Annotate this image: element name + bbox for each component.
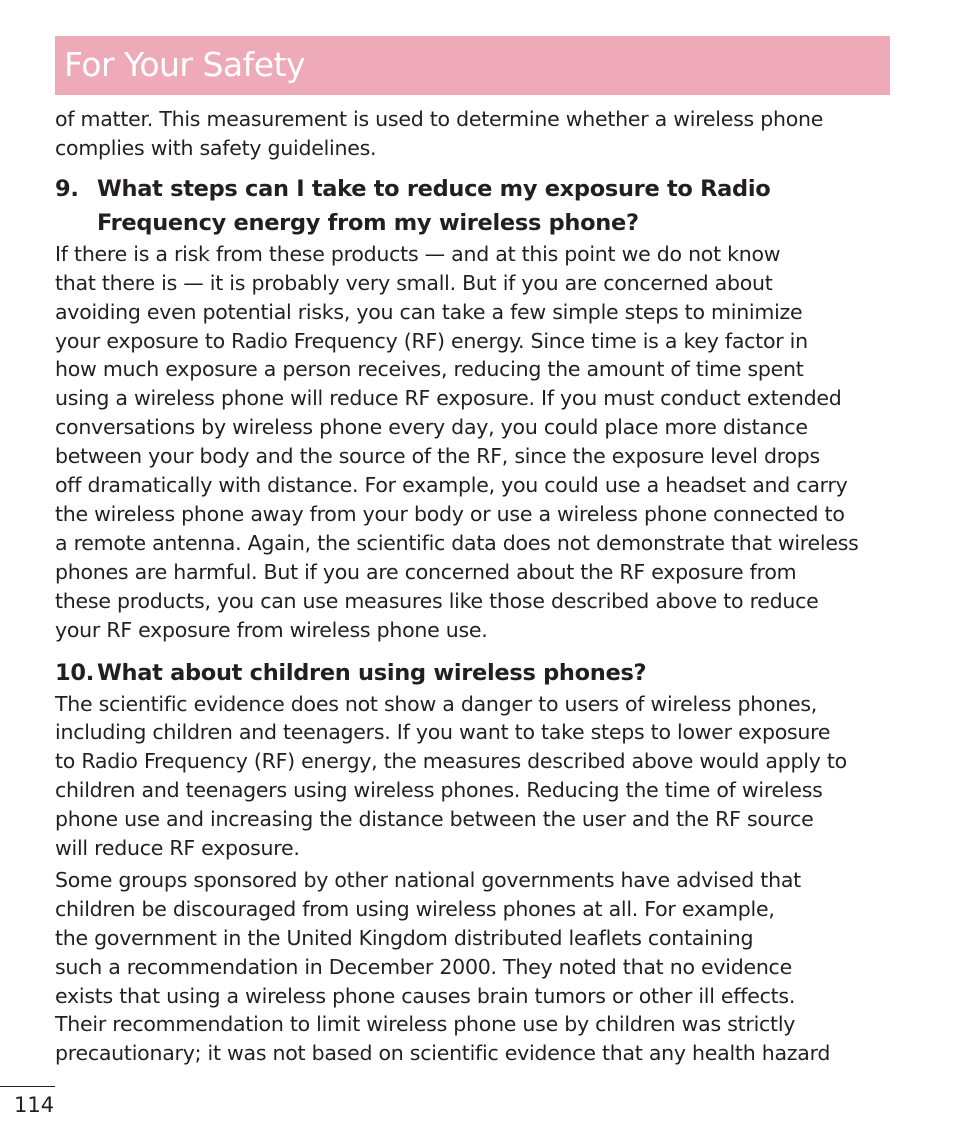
text-line: phone use and increasing the distance between the user and the RF source [55, 807, 814, 832]
heading-line: What steps can I take to reduce my exposure to Radio [97, 175, 771, 202]
text-line: of matter. This measurement is used to determine whether a wireless phone [55, 107, 824, 131]
text-line: the government in the United Kingdom distributed leaflets containing [55, 925, 754, 950]
text-line: the wireless phone away from your body or use a wireless phone connected to [55, 501, 845, 526]
section-9-heading [55, 172, 895, 240]
page-header-band [55, 36, 890, 95]
section-10-paragraph-2 [55, 866, 895, 1068]
text-line: avoiding even potential risks, you can take a few simple steps to minimize [55, 299, 803, 324]
section-10-heading [55, 656, 895, 690]
text-line: conversations by wireless phone every day, you could place more distance [55, 415, 808, 440]
text-line: off dramatically with distance. For example, you could use a headset and carry [55, 473, 848, 498]
text-line: Their recommendation to limit wireless phone use by children was strictly [55, 1012, 796, 1037]
page-content [55, 105, 895, 1068]
page-number: 114 [14, 1093, 55, 1117]
text-line: precautionary; it was not based on scientific evidence that any health hazard [55, 1041, 831, 1066]
section-title [97, 172, 770, 240]
footer-rule [0, 1086, 55, 1087]
text-line: a remote antenna. Again, the scientific data does not demonstrate that wireless [55, 530, 859, 555]
text-line: that there is — it is probably very small. But if you are concerned about [55, 270, 773, 295]
text-line: phones are harmful. But if you are concerned about the RF exposure from [55, 559, 797, 584]
text-line: using a wireless phone will reduce RF exposure. If you must conduct extended [55, 386, 842, 411]
text-line: complies with safety guidelines. [55, 135, 377, 160]
text-line: how much exposure a person receives, reducing the amount of time spent [55, 357, 804, 382]
section-10-paragraph-1 [55, 690, 895, 863]
text-line: exists that using a wireless phone causes brain tumors or other ill effects. [55, 983, 796, 1008]
text-line: The scientific evidence does not show a danger to users of wireless phones, [55, 691, 818, 716]
heading-line: Frequency energy from my wireless phone? [97, 209, 639, 236]
text-line: your exposure to Radio Frequency (RF) energy. Since time is a key factor in [55, 328, 808, 353]
page-title: For Your Safety [64, 45, 306, 84]
text-line: such a recommendation in December 2000. They noted that no evidence [55, 954, 792, 979]
section-number: 9. [55, 175, 79, 202]
text-line: will reduce RF exposure. [55, 836, 300, 861]
text-line: between your body and the source of the RF, since the exposure level drops [55, 444, 820, 469]
section-9-body [55, 240, 895, 645]
text-line: If there is a risk from these products — and at this point we do not know [55, 241, 781, 266]
section-title [97, 656, 646, 690]
text-line: to Radio Frequency (RF) energy, the measures described above would apply to [55, 749, 847, 774]
text-line: children and teenagers using wireless phones. Reducing the time of wireless [55, 778, 823, 803]
text-line: including children and teenagers. If you want to take steps to lower exposure [55, 720, 831, 745]
text-line: Some groups sponsored by other national governments have advised that [55, 867, 801, 892]
text-line: children be discouraged from using wireless phones at all. For example, [55, 896, 775, 921]
text-line: these products, you can use measures like those described above to reduce [55, 588, 819, 613]
intro-paragraph [55, 105, 895, 163]
section-number: 10. [55, 659, 94, 686]
heading-line: What about children using wireless phones? [97, 659, 647, 686]
text-line: your RF exposure from wireless phone use. [55, 617, 488, 642]
